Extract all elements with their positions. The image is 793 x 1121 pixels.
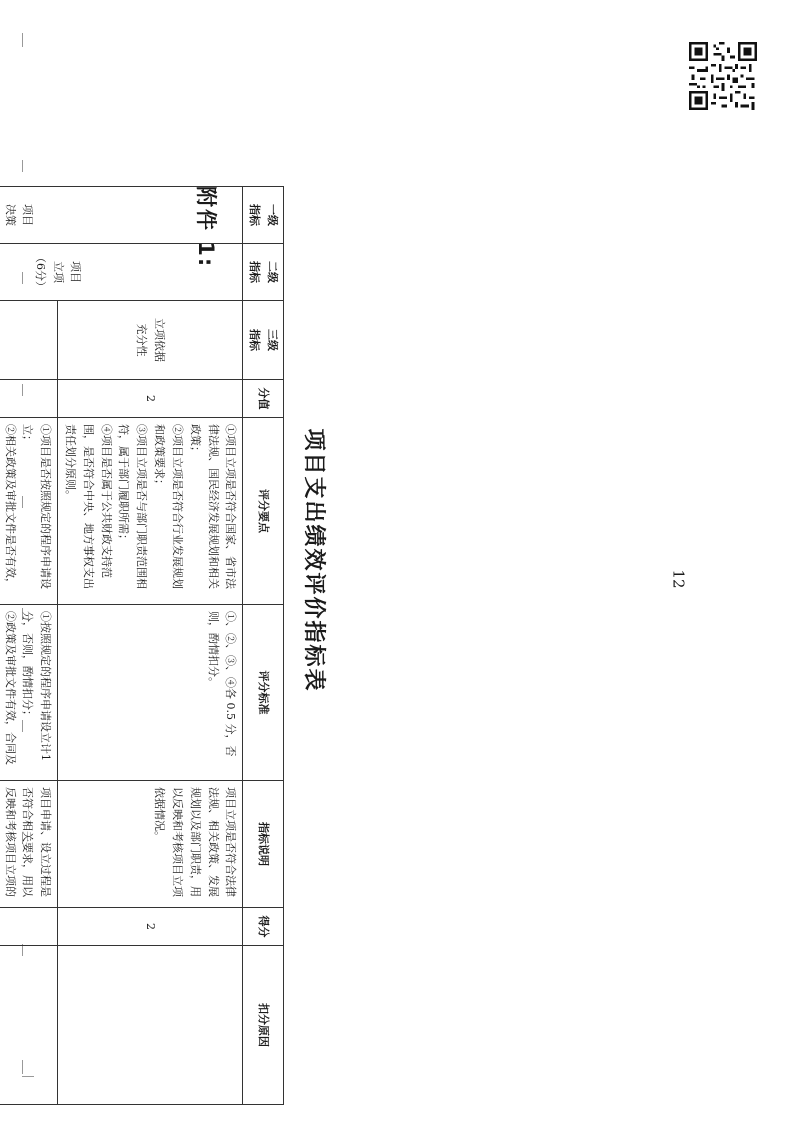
header-level1: 一级 指标 (243, 187, 284, 244)
level3-cell: 立项依据 充分性 (58, 301, 243, 380)
got-score-cell: 2 (58, 908, 243, 946)
header-explanation: 指标说明 (243, 781, 284, 908)
table-header-row (243, 187, 284, 1105)
header-key-points: 评分要点 (243, 418, 284, 605)
header-level3: 三级 指标 (243, 301, 284, 380)
header-deduction-reason: 扣分原因 (243, 946, 284, 1105)
key-points-cell: ①项目是否按照规定的程序申请设立； ②相关政策及审批文件是否有效， (0, 418, 58, 605)
score-cell (0, 380, 58, 418)
crop-mark (22, 33, 23, 47)
score-cell: 2 (58, 380, 243, 418)
page-number: 12 (669, 569, 688, 589)
deduction-reason-cell (58, 946, 243, 1105)
level1-cell: 项目 决策 (0, 187, 243, 244)
rotated-document (0, 91, 793, 1047)
evaluation-table (0, 186, 284, 1105)
criteria-cell: ①按照规定的程序申请设立计1分，否则，酌情扣分； ②政策及审批文件有效，合同及 (0, 605, 58, 781)
key-points-cell: ①项目立项是否符合国家、省市法律法规、国民经济发展规划和相关政策； ②项目立项是否符合行业发展规划和政策要求； ③项目立项是否与部门职责范围相符，属于部门履职所需； ④项目是否属于公共财政支持范围，是否符合中央、地方事权支出责任划分原则。 (58, 418, 243, 605)
document-title: 项目支出绩效评价指标表 (301, 428, 326, 693)
deduction-reason-cell (0, 946, 58, 1105)
explanation-cell: 项目申请、设立过程是否符合相关要求，用以反映和考核项目立项的 (0, 781, 58, 908)
header-got-score: 得分 (243, 908, 284, 946)
header-score: 分值 (243, 380, 284, 418)
annex-label: 附件 1: (194, 186, 218, 269)
explanation-cell: 项目立项是否符合法律法规、相关政策、发展规划以及部门职责，用以反映和考核项目立项依据情况。 (58, 781, 243, 908)
header-level2: 二级 指标 (243, 244, 284, 301)
criteria-cell: ①、②、③、④各 0.5 分，否则，酌情扣分。 (58, 605, 243, 781)
header-criteria: 评分标准 (243, 605, 284, 781)
table-row (0, 187, 58, 1105)
got-score-cell (0, 908, 58, 946)
table-row (58, 187, 243, 1105)
level2-cell: 项目 立项 （6分） (0, 244, 243, 301)
level3-cell (0, 301, 58, 380)
